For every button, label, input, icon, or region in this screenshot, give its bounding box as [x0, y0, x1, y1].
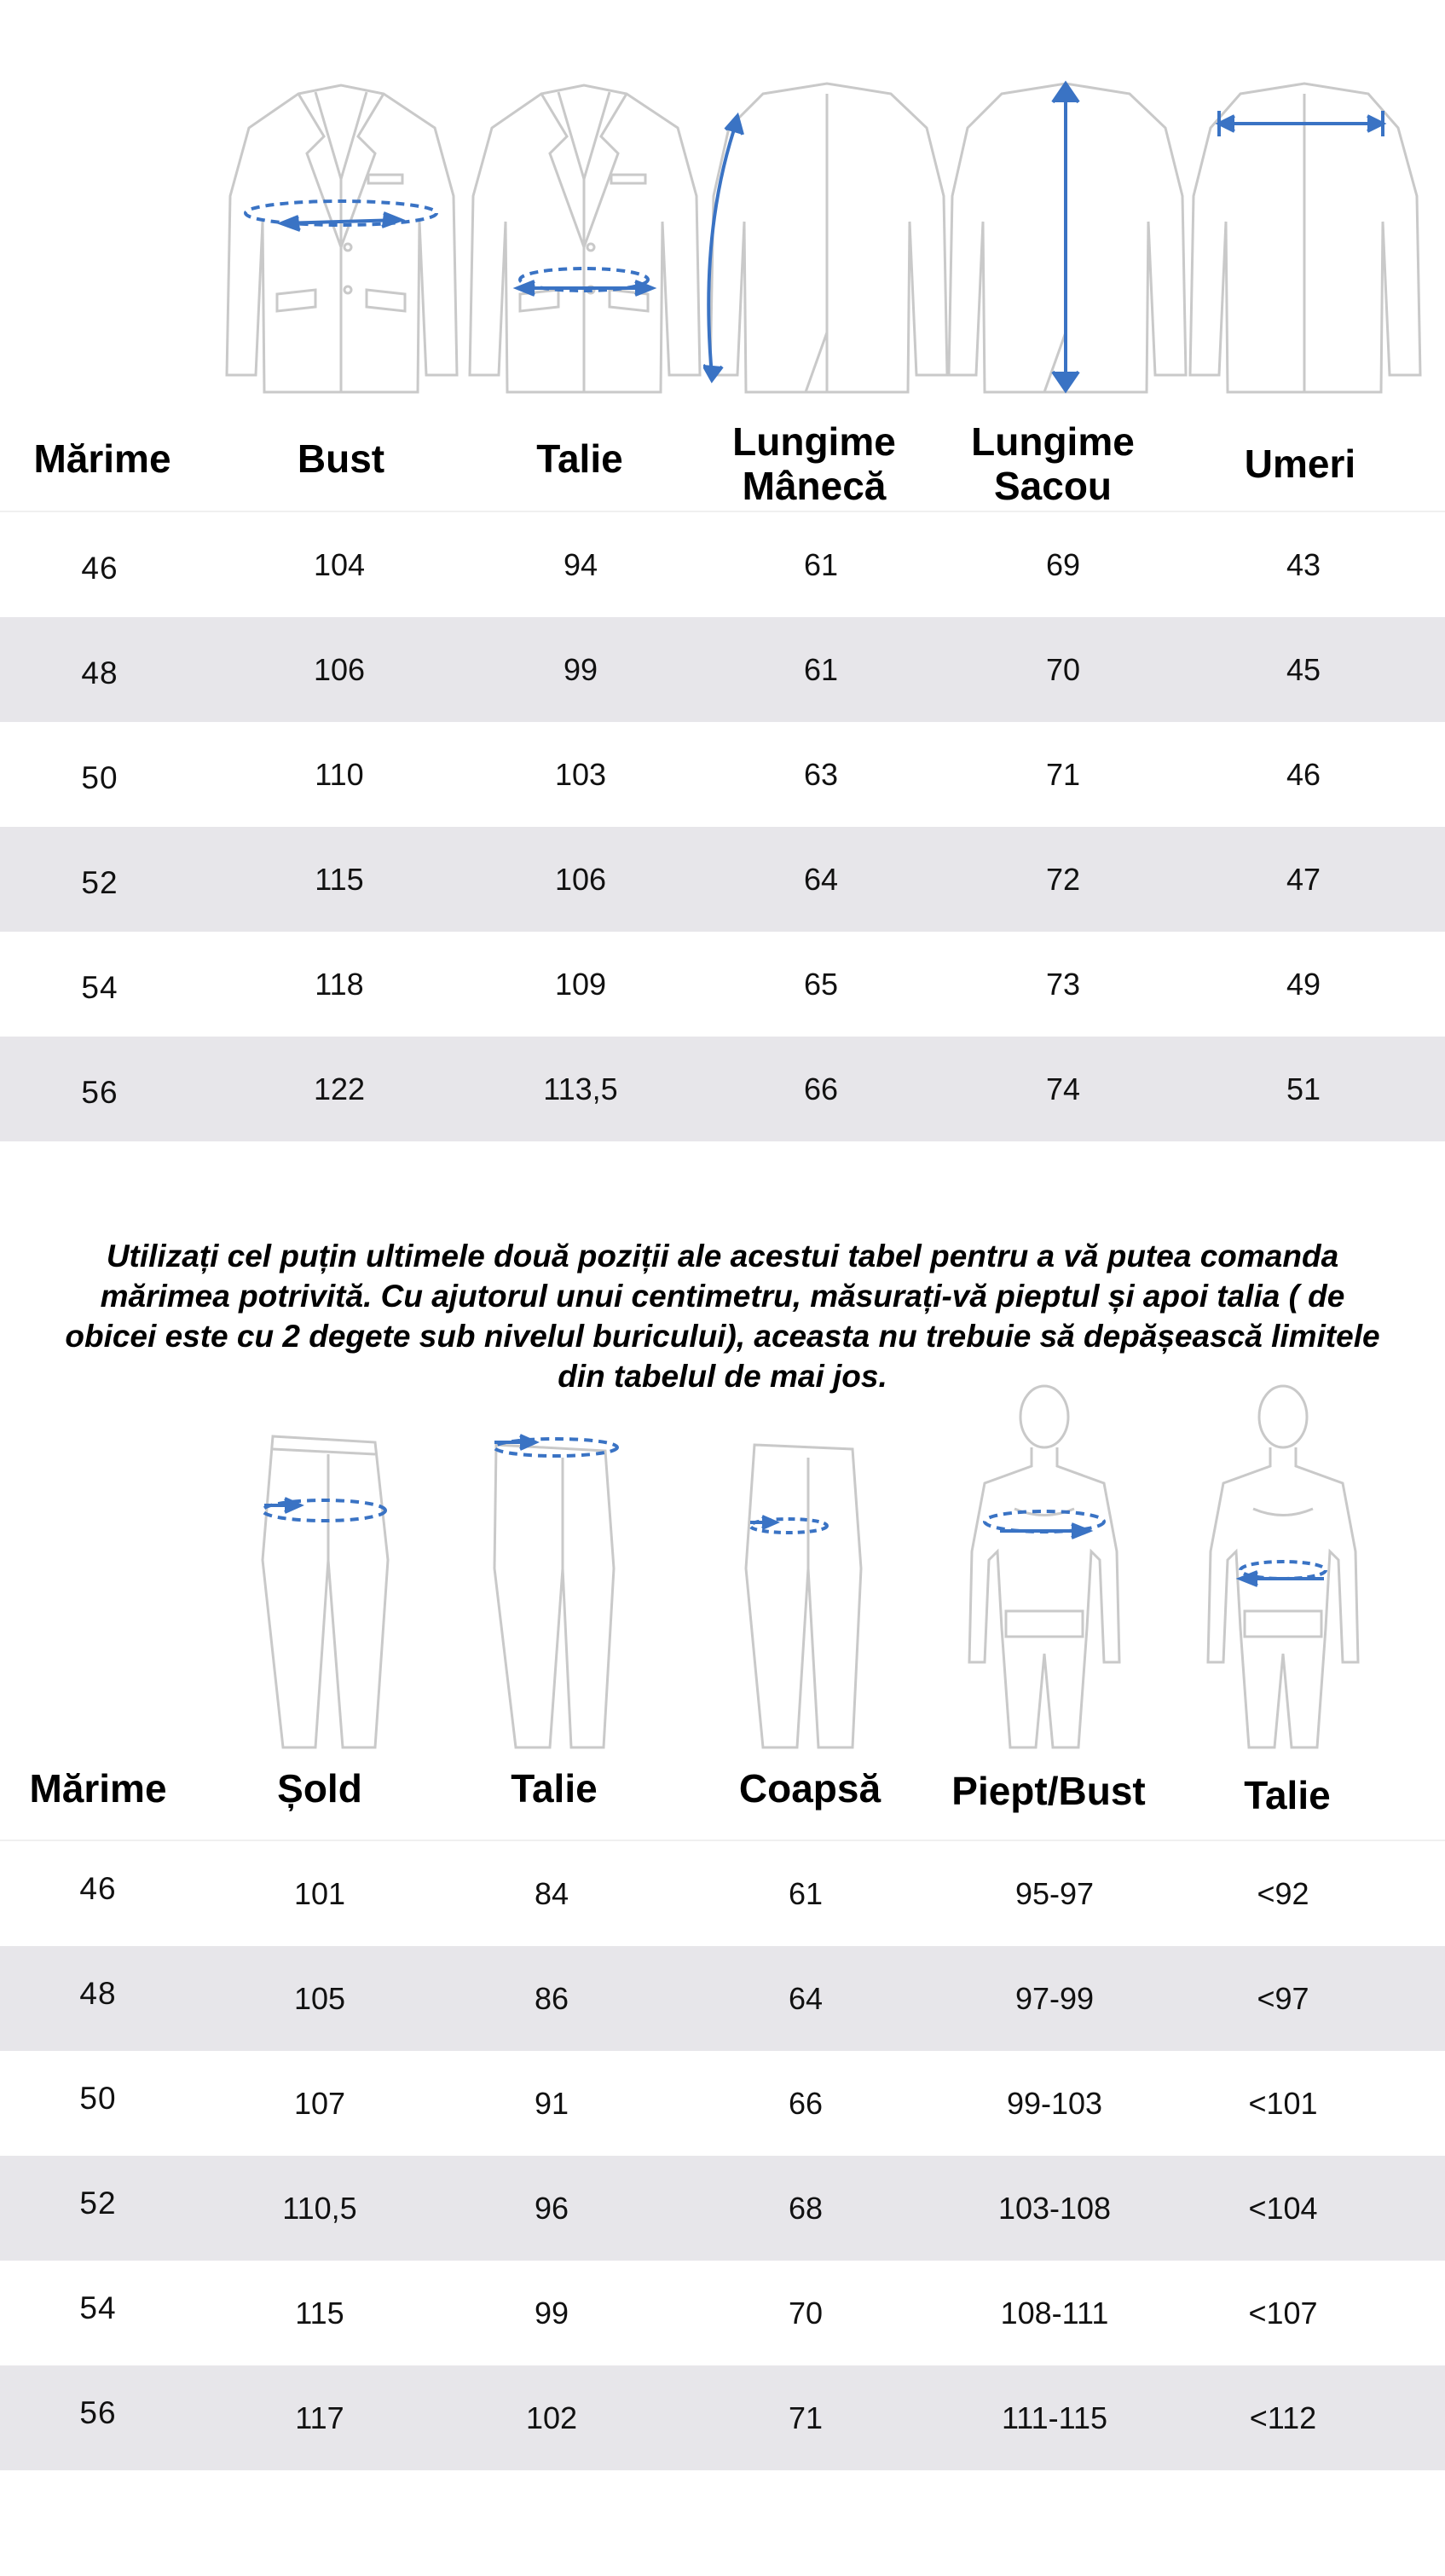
body-waist-icon	[1198, 1381, 1368, 1756]
jacket-shoulders-icon	[1185, 77, 1424, 401]
trousers-cell-col4: 108-111	[1000, 2296, 1109, 2331]
jacket-cell-col2: 113,5	[543, 1071, 618, 1106]
trousers-cell-col3: 70	[788, 2296, 824, 2331]
trousers-hip-icon	[247, 1432, 401, 1756]
trousers-cell-col2: 84	[534, 1876, 569, 1911]
trousers-cell-col3: 61	[788, 1876, 824, 1911]
trousers-table-row	[0, 2156, 1445, 2261]
jacket-table-row	[0, 617, 1445, 722]
jacket-cell-col2: 103	[554, 757, 607, 792]
jacket-cell-col1: 110	[315, 757, 364, 792]
trousers-table-row	[0, 2051, 1445, 2156]
trousers-cell-col4: 103-108	[997, 2191, 1112, 2226]
jacket-header-bust: Bust	[297, 436, 385, 481]
trousers-waist-icon	[486, 1432, 631, 1756]
jacket-cell-col3: 61	[803, 652, 839, 687]
trousers-table-row	[0, 2261, 1445, 2365]
sizing-instructions: Utilizați cel puțin ultimele două poziții ale acestui tabel pentru a vă putea comanda mărimea potrivită. Cu ajutorul unui centimetru, măsurați-vă pieptul și apoi talia ( de obicei este cu 2 degete sub nivelul buricului), aceasta nu trebuie să depășească limitele din tabelul de mai jos.	[65, 1239, 1380, 1394]
trousers-cell-col0: 46	[79, 1871, 117, 1906]
trousers-cell-col1: 110,5	[282, 2191, 357, 2226]
trousers-cell-col2: 99	[534, 2296, 569, 2331]
jacket-cell-col2: 99	[563, 652, 598, 687]
jacket-cell-col4: 69	[1045, 547, 1081, 582]
trousers-cell-col1: 101	[293, 1876, 346, 1911]
jacket-table-row	[0, 827, 1445, 932]
jacket-cell-col3: 63	[803, 757, 839, 792]
jacket-cell-col0: 50	[81, 760, 118, 795]
trousers-cell-col5: <104	[1248, 2191, 1318, 2226]
jacket-cell-col5: 51	[1286, 1071, 1321, 1106]
jacket-header-waist: Talie	[536, 436, 623, 481]
jacket-cell-col0: 48	[81, 656, 118, 690]
trousers-cell-col2: 102	[525, 2400, 578, 2435]
jacket-cell-col3: 61	[803, 547, 839, 582]
trousers-cell-col3: 68	[788, 2191, 824, 2226]
trousers-cell-col5: <101	[1248, 2086, 1318, 2121]
trousers-cell-col3: 71	[788, 2400, 824, 2435]
jacket-waist-icon	[465, 77, 703, 401]
trousers-cell-col1: 117	[295, 2400, 344, 2435]
jacket-cell-col5: 45	[1286, 652, 1321, 687]
trousers-cell-col4: 97-99	[1014, 1981, 1095, 2016]
jacket-cell-col1: 118	[315, 967, 364, 1002]
jacket-cell-col0: 52	[81, 865, 118, 900]
trousers-cell-col3: 64	[788, 1981, 824, 2016]
jacket-cell-col4: 74	[1045, 1071, 1081, 1106]
trousers-cell-col4: 99-103	[1006, 2086, 1103, 2121]
jacket-length-icon	[942, 77, 1189, 401]
jacket-cell-col2: 94	[563, 547, 598, 582]
trousers-table-row	[0, 1841, 1445, 1946]
trousers-cell-col1: 105	[293, 1981, 346, 2016]
trousers-header-hip: Șold	[277, 1766, 362, 1811]
trousers-cell-col0: 48	[79, 1976, 117, 2011]
jacket-cell-col0: 54	[81, 970, 118, 1005]
trousers-header-waist: Talie	[511, 1766, 598, 1811]
jacket-header-sleeve-length: Lungime Mânecă	[732, 419, 896, 508]
trousers-cell-col4: 95-97	[1014, 1876, 1095, 1911]
jacket-cell-col4: 71	[1045, 757, 1081, 792]
trousers-cell-col3: 66	[788, 2086, 824, 2121]
trousers-cell-col5: <92	[1257, 1876, 1309, 1911]
trousers-cell-col5: <107	[1248, 2296, 1318, 2331]
jacket-cell-col4: 73	[1045, 967, 1081, 1002]
trousers-cell-col0: 52	[79, 2186, 117, 2221]
jacket-header-size: Mărime	[33, 436, 171, 481]
jacket-cell-col1: 104	[313, 547, 366, 582]
jacket-bust-icon	[222, 77, 460, 401]
jacket-table-row	[0, 512, 1445, 617]
trousers-cell-col2: 86	[534, 1981, 569, 2016]
jacket-table-row	[0, 722, 1445, 827]
jacket-cell-col0: 46	[81, 551, 118, 586]
jacket-cell-col5: 43	[1286, 547, 1321, 582]
jacket-cell-col5: 46	[1286, 757, 1321, 792]
trousers-table-row	[0, 1946, 1445, 2051]
trousers-cell-col0: 56	[79, 2395, 117, 2430]
jacket-cell-col5: 47	[1286, 862, 1321, 897]
trousers-cell-col5: <97	[1257, 1981, 1309, 2016]
trousers-header-thigh: Coapsă	[738, 1766, 881, 1811]
jacket-sleeve-icon	[703, 77, 951, 401]
jacket-table-row	[0, 932, 1445, 1037]
trousers-header-body-waist: Talie	[1244, 1773, 1331, 1817]
body-chest-icon	[959, 1381, 1130, 1756]
trousers-cell-col0: 50	[79, 2081, 117, 2116]
trousers-cell-col2: 96	[534, 2191, 569, 2226]
jacket-cell-col2: 109	[554, 967, 607, 1002]
trousers-header-size: Mărime	[29, 1766, 167, 1811]
trousers-cell-col0: 54	[79, 2290, 117, 2325]
jacket-cell-col0: 56	[81, 1075, 118, 1110]
jacket-cell-col5: 49	[1286, 967, 1321, 1002]
jacket-cell-col1: 122	[313, 1071, 366, 1106]
trousers-cell-col5: <112	[1249, 2400, 1317, 2435]
trousers-thigh-icon	[733, 1441, 878, 1756]
jacket-table-row	[0, 1037, 1445, 1141]
jacket-cell-col1: 106	[313, 652, 366, 687]
jacket-cell-col3: 64	[803, 862, 839, 897]
jacket-cell-col3: 65	[803, 967, 839, 1002]
jacket-header-shoulders: Umeri	[1244, 442, 1356, 486]
jacket-header-jacket-length: Lungime Sacou	[971, 419, 1135, 508]
trousers-cell-col1: 107	[293, 2086, 346, 2121]
jacket-cell-col2: 106	[554, 862, 607, 897]
trousers-cell-col4: 111-115	[1001, 2400, 1108, 2435]
trousers-cell-col2: 91	[534, 2086, 569, 2121]
jacket-cell-col3: 66	[803, 1071, 839, 1106]
trousers-header-chest: Piept/Bust	[951, 1769, 1146, 1813]
trousers-cell-col1: 115	[295, 2296, 344, 2331]
trousers-table-row	[0, 2365, 1445, 2470]
jacket-cell-col1: 115	[315, 862, 364, 897]
jacket-cell-col4: 70	[1045, 652, 1081, 687]
jacket-cell-col4: 72	[1045, 862, 1081, 897]
